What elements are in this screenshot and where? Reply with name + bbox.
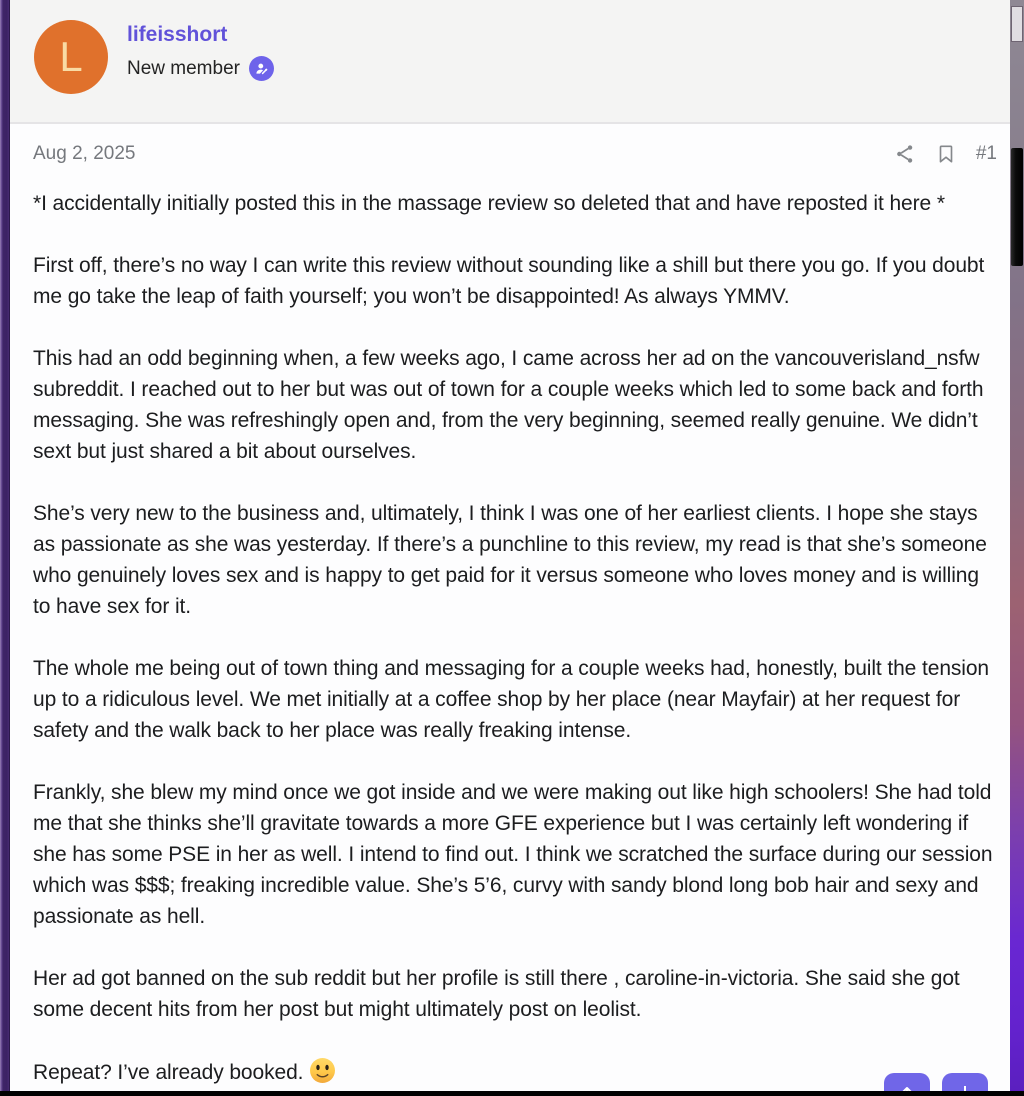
post-paragraph: Frankly, she blew my mind once we got inside and we were making out like high schoolers! She had told me that she thinks she’ll gravitate towards a more GFE experience but I was certainly left wondering if she has some PSE in her as well. I intend to find out. I think we scratched the surface during our session which was $$$; freaking incredible value. She’s 5’6, curvy with sandy blond long bob hair and sexy and passionate as hell. <box>33 781 993 928</box>
header-divider <box>10 122 1010 124</box>
user-meta <box>127 20 274 122</box>
post-paragraph: *I accidentally initially posted this in the massage review so deleted that and have reposted it here * <box>33 192 945 215</box>
post-paragraph: The whole me being out of town thing and messaging for a couple weeks had, honestly, built the tension up to a ridiculous level. We met initially at a coffee shop by her place (near Mayfair) at her request for safety and the walk back to her place was really freaking intense. <box>33 657 990 742</box>
post-paragraph: She’s very new to the business and, ultimately, I think I was one of her earliest clients. I hope she stays as passionate as she was yesterday. If there’s a punchline to this review, my read is that she’s someone who genuinely loves sex and is happy to get paid for it versus someone who loves money and is willing to have sex for it. <box>33 502 987 618</box>
post-paragraph: This had an odd beginning when, a few weeks ago, I came across her ad on the vancouverisland_nsfw subreddit. I reached out to her but was out of town for a couple weeks which led to some back and forth messaging. She was refreshingly open and, from the very beginning, seemed really genuine. We didn’t sext but just shared a bit about ourselves. <box>33 347 984 463</box>
bookmark-icon[interactable] <box>935 143 957 165</box>
post-paragraph-text: Repeat? I’ve already booked. <box>33 1061 304 1084</box>
user-role-label: New member <box>127 57 240 79</box>
background-window-sliver <box>1011 6 1023 42</box>
forum-post-card <box>10 0 1010 1096</box>
post-number-link[interactable]: #1 <box>975 143 997 164</box>
post-content <box>33 188 997 1088</box>
post-meta-row <box>33 143 997 165</box>
avatar[interactable] <box>34 20 108 94</box>
user-role-row <box>127 56 274 81</box>
post-author-header <box>10 0 1010 122</box>
post-meta-actions <box>894 143 997 165</box>
post-paragraph <box>33 1056 997 1088</box>
post-body <box>10 143 1010 1088</box>
post-paragraph: Her ad got banned on the sub reddit but her profile is still there , caroline-in-victoria. She said she got some decent hits from her post but might ultimately post on leolist. <box>33 967 960 1021</box>
window-right-edge <box>1010 0 1024 1096</box>
avatar-letter: L <box>59 33 83 80</box>
post-paragraph: First off, there’s no way I can write this review without sounding like a shill but there you go. If you doubt me go take the leap of faith yourself; you won’t be disappointed! As always YMMV. <box>33 254 985 308</box>
username-link[interactable]: lifeisshort <box>127 23 228 46</box>
scrollbar-thumb[interactable] <box>1011 148 1023 266</box>
screen-bottom-edge <box>0 1091 1024 1096</box>
post-date-link[interactable]: Aug 2, 2025 <box>33 143 136 164</box>
window-left-edge <box>0 0 10 1096</box>
slightly-smiling-face-emoji <box>308 1056 337 1085</box>
member-badge-icon <box>249 56 274 81</box>
share-icon[interactable] <box>894 143 916 165</box>
